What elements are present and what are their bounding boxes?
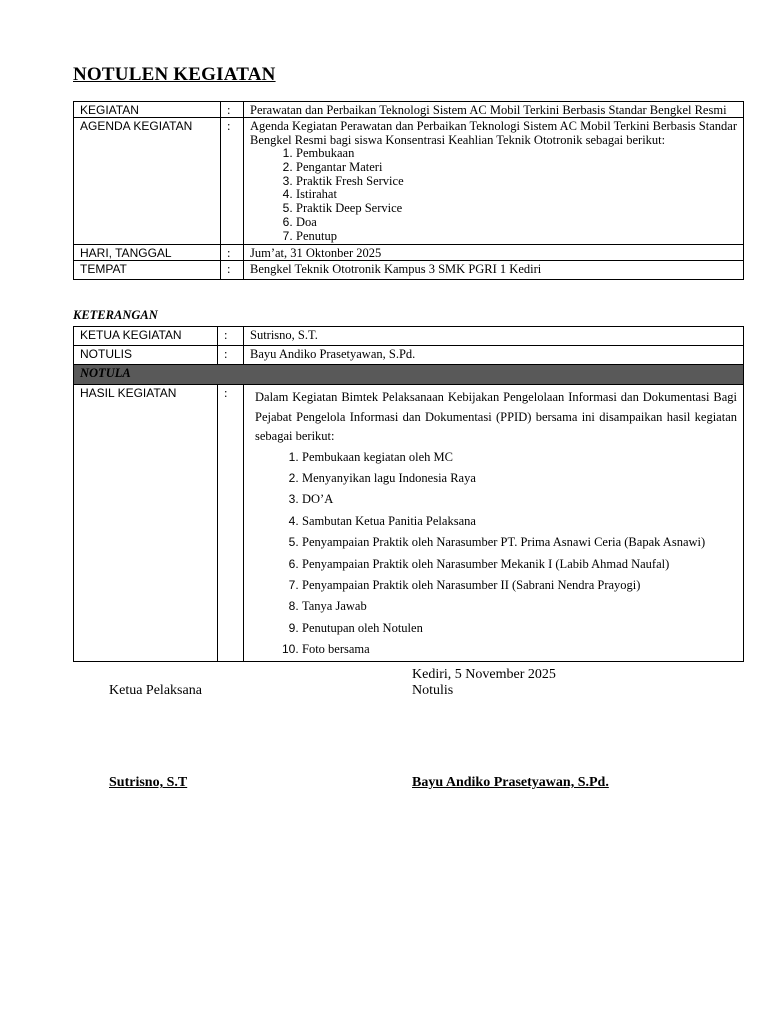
notulis-value: Bayu Andiko Prasetyawan, S.Pd. (244, 346, 744, 365)
kegiatan-row (74, 102, 744, 118)
hasil-cell (244, 385, 744, 662)
right-signature-role: Notulis (412, 683, 454, 698)
agenda-intro: Agenda Kegiatan Perawatan dan Perbaikan Teknologi Sistem AC Mobil Terkini Berbasis Standar Bengkel Resmi bagi siswa Konsentrasi Keahlian Teknik Ototronik sebagai berikut: (250, 119, 737, 147)
colon: : (221, 244, 244, 260)
kegiatan-value: Perawatan dan Perbaikan Teknologi Sistem AC Mobil Terkini Berbasis Standar Bengkel Resmi (244, 102, 744, 118)
hasil-item: 9. Penutupan oleh Notulen (302, 618, 737, 639)
notula-row (74, 365, 744, 385)
colon: : (218, 385, 244, 662)
colon: : (221, 118, 244, 245)
colon: : (218, 327, 244, 346)
agenda-item: 5. Praktik Deep Service (296, 202, 737, 216)
left-signature-name: Sutrisno, S.T (109, 775, 188, 790)
agenda-item: 4. Istirahat (296, 188, 737, 202)
hari-row (74, 244, 744, 260)
notulis-label: NOTULIS (74, 346, 218, 365)
colon: : (218, 346, 244, 365)
agenda-label: AGENDA KEGIATAN (74, 118, 221, 245)
notula-heading: NOTULA (80, 366, 131, 380)
agenda-cell (244, 118, 744, 245)
ketua-value: Sutrisno, S.T. (244, 327, 744, 346)
place-date: Kediri, 5 November 2025 (412, 667, 556, 682)
keterangan-table (73, 326, 744, 662)
tempat-row (74, 260, 744, 279)
hasil-item: 10. Foto bersama (302, 639, 737, 660)
hari-value: Jum’at, 31 Oktonber 2025 (244, 244, 744, 260)
agenda-item: 6. Doa (296, 216, 737, 230)
agenda-row (74, 118, 744, 245)
hasil-item: 8. Tanya Jawab (302, 596, 737, 617)
hasil-item: 2. Menyanyikan lagu Indonesia Raya (302, 468, 737, 489)
hasil-item: 3. DO’A (302, 489, 737, 510)
hari-label: HARI, TANGGAL (74, 244, 221, 260)
hasil-intro: Dalam Kegiatan Bimtek Pelaksanaan Kebijakan Pengelolaan Informasi dan Dokumentasi Bagi Pejabat Pengelola Informasi dan Dokumentasi (PPID) bersama ini disampaikan hasil kegiatan sebagai berikut: (255, 390, 737, 443)
hasil-item: 1. Pembukaan kegiatan oleh MC (302, 447, 737, 468)
agenda-item: 2. Pengantar Materi (296, 161, 737, 175)
agenda-item: 7. Penutup (296, 230, 737, 244)
keterangan-heading: KETERANGAN (73, 308, 158, 322)
hasil-row (74, 385, 744, 662)
left-signature-role: Ketua Pelaksana (109, 683, 202, 698)
hasil-item: 6. Penyampaian Praktik oleh Narasumber Mekanik I (Labib Ahmad Naufal) (302, 554, 737, 575)
hasil-list (250, 447, 737, 661)
colon: : (221, 260, 244, 279)
kegiatan-table (73, 101, 744, 280)
colon: : (221, 102, 244, 118)
hasil-item: 4. Sambutan Ketua Panitia Pelaksana (302, 511, 737, 532)
hasil-item: 5. Penyampaian Praktik oleh Narasumber PT. Prima Asnawi Ceria (Bapak Asnawi) (302, 532, 737, 553)
hasil-item: 7. Penyampaian Praktik oleh Narasumber II (Sabrani Nendra Prayogi) (302, 575, 737, 596)
ketua-label: KETUA KEGIATAN (74, 327, 218, 346)
tempat-value: Bengkel Teknik Ototronik Kampus 3 SMK PGRI 1 Kediri (244, 260, 744, 279)
ketua-row (74, 327, 744, 346)
notula-heading-cell (74, 365, 744, 385)
notulis-row (74, 346, 744, 365)
agenda-item: 3. Praktik Fresh Service (296, 175, 737, 189)
kegiatan-label: KEGIATAN (74, 102, 221, 118)
page-title: NOTULEN KEGIATAN (73, 64, 276, 85)
agenda-list (250, 147, 737, 244)
hasil-label: HASIL KEGIATAN (74, 385, 218, 662)
right-signature-name: Bayu Andiko Prasetyawan, S.Pd. (412, 775, 609, 790)
tempat-label: TEMPAT (74, 260, 221, 279)
agenda-item: 1. Pembukaan (296, 147, 737, 161)
